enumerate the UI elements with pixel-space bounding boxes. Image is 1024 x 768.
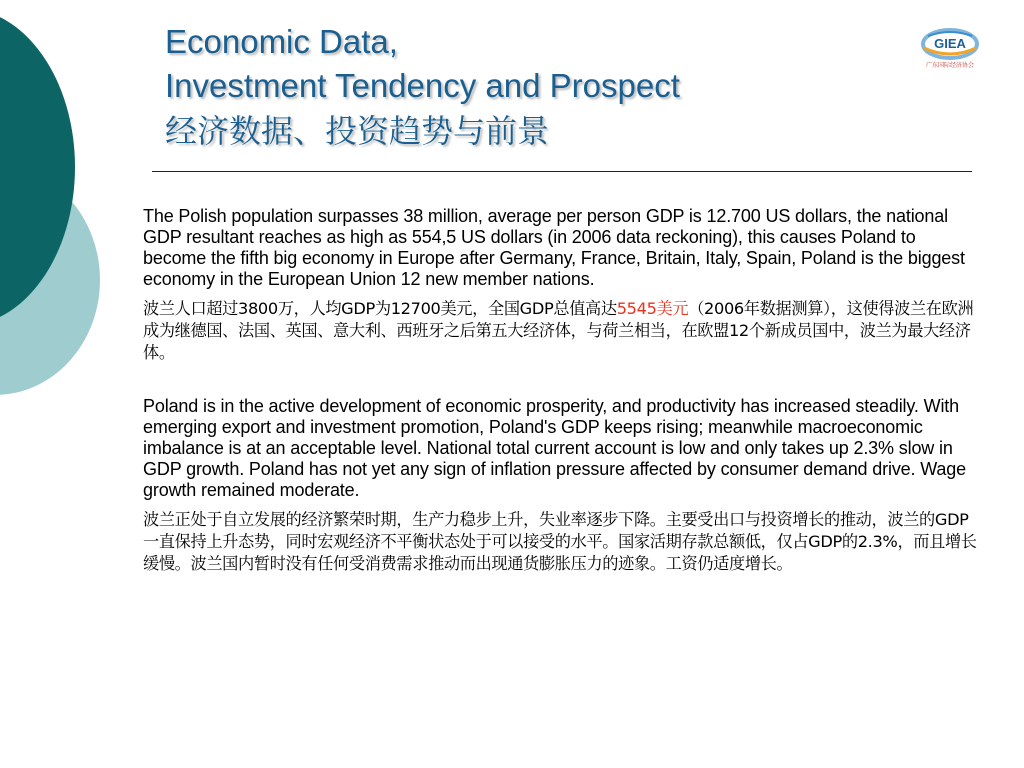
paragraph-1-chinese	[143, 298, 981, 364]
logo-text: GIEA	[934, 36, 966, 51]
title-divider	[152, 171, 972, 172]
gdp-highlight: 5545美元	[616, 299, 689, 318]
paragraph-1-chinese-start: 波兰人口超过3800万，人均GDP为12700美元，全国GDP总值高达	[143, 299, 617, 318]
paragraph-1-english: The Polish population surpasses 38 million, average per person GDP is 12.700 US dollars, the national GDP resultant reaches as high as 554,5 US dollars (in 2006 data reckoning), this causes Poland to become the fifth big economy in Europe after Germany, France, Britain, Italy, Spain, Poland is the biggest economy in the European Union 12 new member nations.	[143, 206, 965, 289]
slide-body	[143, 206, 981, 575]
giea-logo	[914, 26, 986, 74]
title-line-1: Economic Data,	[165, 23, 398, 60]
giea-logo-icon	[914, 26, 986, 62]
slide-title	[165, 20, 680, 154]
logo-caption: 广东国际经济协会	[925, 62, 974, 69]
paragraph-2-english: Poland is in the active development of economic prosperity, and productivity has increased steadily. With emerging export and investment promotion, Poland's GDP keeps rising; meanwhile macroeconomic imbalance is at an acceptable level. National total current account is low and only takes up 2.3% slow in GDP growth. Poland has not yet any sign of inflation pressure affected by consumer demand drive. Wage growth remained moderate.	[143, 396, 966, 500]
paragraph-2-chinese: 波兰正处于自立发展的经济繁荣时期，生产力稳步上升，失业率逐步下降。主要受出口与投资增长的推动，波兰的GDP一直保持上升态势，同时宏观经济不平衡状态处于可以接受的水平。国家活期存款总额低，仅占GDP的2.3%，而且增长缓慢。波兰国内暂时没有任何受消费需求推动而出现通货膨胀压力的迹象。工资仍适度增长。	[143, 510, 977, 573]
title-line-2: Investment Tendency and Prospect	[165, 67, 680, 104]
title-line-chinese: 经济数据、投资趋势与前景	[165, 112, 550, 150]
paragraph-1-chinese-end: （2006年数据测算），这使得波兰在欧洲成为继德国、法国、英国、意大利、西班牙之后第五大经济体，与荷兰相当，在欧盟12个新成员国中，波兰为最大经济体。	[143, 299, 974, 362]
